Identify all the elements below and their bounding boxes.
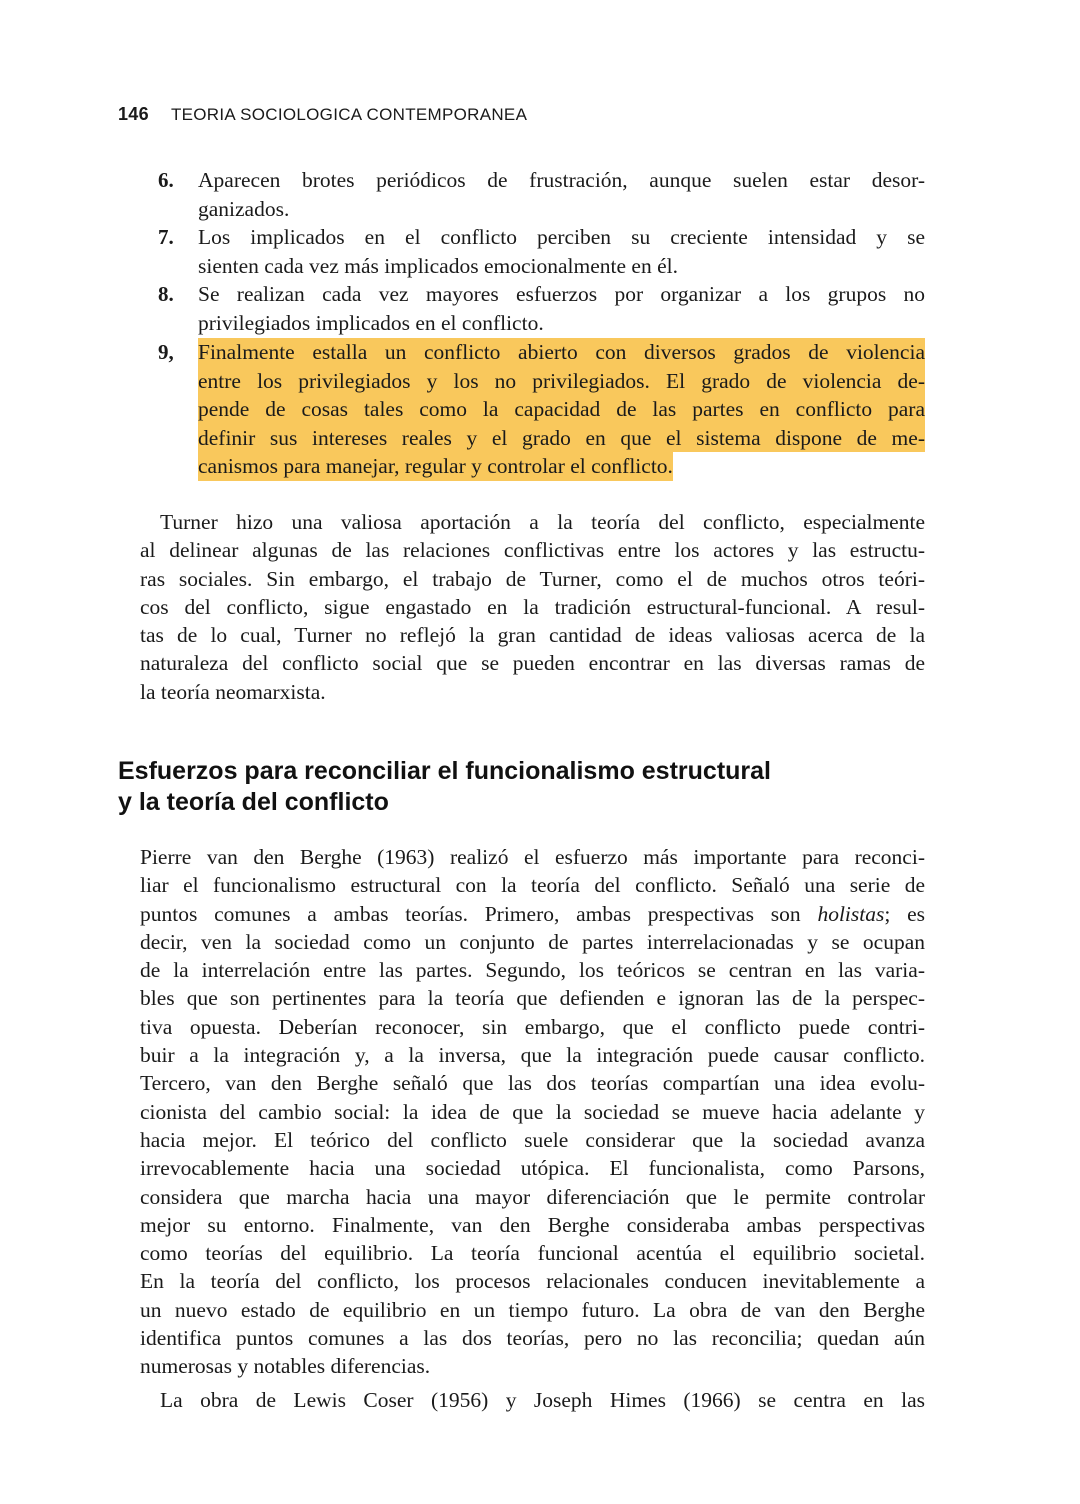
paragraph-van-den-berghe [140, 843, 925, 1381]
text-line: Aparecen brotes periódicos de frustración, aunque suelen estar desor- [198, 168, 925, 192]
section-heading [118, 756, 771, 818]
text-line: puntos comunes a ambas teorías. Primero, ambas prespectivas son holistas; es [140, 901, 925, 926]
running-header [118, 104, 527, 125]
list-item-text [198, 223, 925, 280]
text-line: ras sociales. Sin embargo, el trabajo de Turner, como el de muchos otros teóri- [140, 566, 925, 591]
text-line: la teoría neomarxista. [140, 679, 326, 704]
text-line: tiva opuesta. Deberían reconocer, sin embargo, que el conflicto puede contri- [140, 1014, 925, 1039]
heading-line: Esfuerzos para reconciliar el funcionalismo estructural [118, 757, 771, 785]
text-line: entre los privilegiados y los no privilegiados. El grado de violencia de- [198, 367, 925, 396]
text-line: considera que marcha hacia una mayor diferenciación que le permite controlar [140, 1184, 925, 1209]
text-line: cionista del cambio social: la idea de que la sociedad se mueve hacia adelante y [140, 1099, 925, 1124]
text-line: liar el funcionalismo estructural con la teoría del conflicto. Señaló una serie de [140, 873, 925, 898]
list-item-number: 9, [158, 340, 174, 364]
text-line: Tercero, van den Berghe señaló que las dos teorías compartían una idea evolu- [140, 1071, 925, 1096]
paragraph-turner [140, 508, 925, 706]
text-line: un nuevo estado de equilibrio en un tiempo futuro. La obra de van den Berghe [140, 1297, 925, 1322]
text-line: canismos para manejar, regular y controlar el conflicto. [198, 452, 673, 481]
text-line: Finalmente estalla un conflicto abierto con diversos grados de violencia [198, 338, 925, 367]
text-line: bles que son pertinentes para la teoría que defienden e ignoran las de la perspec- [140, 986, 925, 1011]
text-line: de la interrelación entre las partes. Segundo, los teóricos se centran en las varia- [140, 958, 925, 983]
text-line: hacia mejor. El teórico del conflicto suele considerar que la sociedad avanza [140, 1127, 925, 1152]
text-line: Turner hizo una valiosa aportación a la teoría del conflicto, especialmente [160, 510, 925, 534]
list-item-text [198, 166, 925, 223]
text-line: identifica puntos comunes a las dos teorías, pero no las reconcilia; quedan aún [140, 1326, 925, 1351]
page-number: 146 [118, 104, 149, 124]
text-line: mejor su entorno. Finalmente, van den Berghe consideraba ambas perspectivas [140, 1212, 925, 1237]
text-line: En la teoría del conflicto, los procesos relacionales conducen inevitablemente a [140, 1269, 925, 1294]
text-line: ganizados. [198, 196, 290, 221]
text-line: Los implicados en el conflicto perciben su creciente intensidad y se [198, 225, 925, 249]
text-line: numerosas y notables diferencias. [140, 1354, 431, 1379]
paragraph-coser-himes [140, 1386, 925, 1414]
running-title: TEORIA SOCIOLOGICA CONTEMPORANEA [170, 105, 528, 124]
list-item-number: 6. [158, 168, 174, 192]
heading-line: y la teoría del conflicto [118, 788, 389, 816]
text-line: pende de cosas tales como la capacidad de las partes en conflicto para [198, 395, 925, 424]
text-line: como teorías del equilibrio. La teoría funcional acentúa el equilibrio societal. [140, 1241, 925, 1266]
text-line: sienten cada vez más implicados emocionalmente en él. [198, 253, 678, 278]
text-line: cos del conflicto, sigue engastado en la tradición estructural-funcional. A resul- [140, 594, 925, 619]
text-fragment: ; es [884, 901, 925, 926]
text-line: Pierre van den Berghe (1963) realizó el esfuerzo más importante para reconci- [140, 845, 925, 869]
text-line: irrevocablemente hacia una sociedad utópica. El funcionalista, como Parsons, [140, 1156, 925, 1181]
text-line: definir sus intereses reales y el grado en que el sistema dispone de me- [198, 424, 925, 453]
text-line: al delinear algunas de las relaciones conflictivas entre los actores y las estructu- [140, 538, 925, 563]
text-line: Se realizan cada vez mayores esfuerzos por organizar a los grupos no [198, 282, 925, 306]
list-item-text [198, 280, 925, 337]
text-line: La obra de Lewis Coser (1956) y Joseph Himes (1966) se centra en las [160, 1388, 925, 1412]
list-item-text [198, 338, 925, 481]
italic-term: holistas [817, 901, 885, 926]
text-line: privilegiados implicados en el conflicto. [198, 310, 544, 335]
text-line: decir, ven la sociedad como un conjunto de partes interrelacionadas y se ocupan [140, 929, 925, 954]
list-item-number: 7. [158, 225, 174, 249]
text-line: naturaleza del conflicto social que se pueden encontrar en las diversas ramas de [140, 651, 925, 676]
text-line: tas de lo cual, Turner no reflejó la gran cantidad de ideas valiosas acerca de la [140, 623, 925, 648]
text-line: buir a la integración y, a la inversa, que la integración puede causar conflicto. [140, 1043, 925, 1068]
list-item-number: 8. [158, 282, 174, 306]
